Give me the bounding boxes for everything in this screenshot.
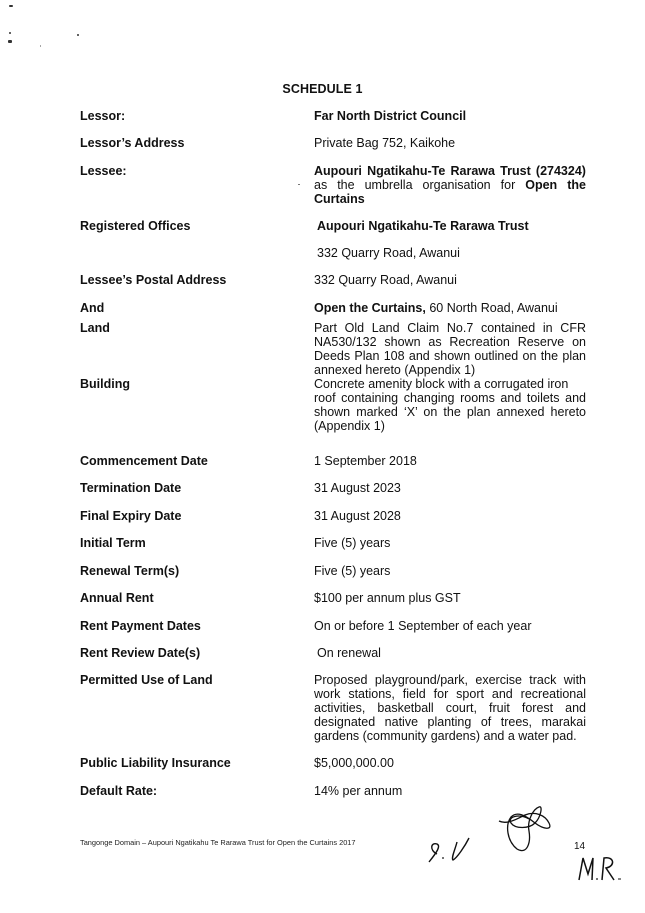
lessee-name-part5: (274324) <box>535 164 586 178</box>
scan-dot <box>298 184 300 185</box>
label-termination-date: Termination Date <box>80 481 182 495</box>
label-and: And <box>80 301 105 315</box>
label-lessor-address: Lessor’s Address <box>80 136 185 150</box>
value-commencement-date: 1 September 2018 <box>314 454 417 468</box>
lessee-name-part4: Trust <box>500 164 531 178</box>
schedule-title: SCHEDULE 1 <box>282 82 363 96</box>
lessee-line3: Curtains <box>314 192 365 206</box>
value-lessor-text: Far North District Council <box>314 109 467 123</box>
label-final-expiry-date: Final Expiry Date <box>80 509 182 523</box>
w-organisation: organisation <box>422 178 491 192</box>
value-registered-offices: Aupouri Ngatikahu-Te Rarawa Trust <box>317 219 529 233</box>
w-the2: the <box>567 178 586 192</box>
label-building: Building <box>80 377 130 391</box>
label-annual-rent: Annual Rent <box>80 591 154 605</box>
footer-text: Tangonge Domain – Aupouri Ngatikahu Te Rarawa Trust for Open the Curtains 2017 <box>80 838 356 847</box>
initials-mr-icon <box>576 852 626 884</box>
value-building-line1: Concrete amenity block with a corrugated iron <box>314 377 569 391</box>
value-lessor-address: Private Bag 752, Kaikohe <box>314 136 456 150</box>
value-lessee <box>314 164 586 206</box>
label-default-rate: Default Rate: <box>80 784 158 798</box>
lessee-name-part1: Aupouri <box>314 164 362 178</box>
value-default-rate: 14% per annum <box>314 784 403 798</box>
value-termination-date: 31 August 2023 <box>314 481 401 495</box>
w-as: as <box>314 178 328 192</box>
value-public-liability-insurance: $5,000,000.00 <box>314 756 394 770</box>
label-lessee-postal-address: Lessee’s Postal Address <box>80 273 227 287</box>
label-rent-review-dates: Rent Review Date(s) <box>80 646 201 660</box>
label-public-liability-insurance: Public Liability Insurance <box>80 756 231 770</box>
label-rent-payment-dates: Rent Payment Dates <box>80 619 201 633</box>
value-initial-term: Five (5) years <box>314 536 391 550</box>
page-number: 14 <box>574 841 586 852</box>
label-registered-offices: Registered Offices <box>80 219 191 233</box>
value-land: Part Old Land Claim No.7 contained in CFR NA530/132 shown as Recreation Reserve on Deeds Plan 108 and shown outlined on the plan annexed hereto (Appendix 1) <box>314 321 586 377</box>
value-and-bold: Open the Curtains, <box>314 301 426 315</box>
label-initial-term: Initial Term <box>80 536 146 550</box>
signature-scribble-icon <box>495 805 555 857</box>
value-lessee-postal-address: 332 Quarry Road, Awanui <box>314 273 457 287</box>
label-lessee: Lessee: <box>80 164 127 178</box>
w-for: for <box>500 178 516 192</box>
value-final-expiry-date: 31 August 2028 <box>314 509 401 523</box>
value-building <box>314 377 586 433</box>
initials-ov-icon <box>425 820 485 870</box>
w-the: the <box>337 178 355 192</box>
value-and <box>314 301 586 315</box>
value-rent-review-dates: On renewal <box>317 646 381 660</box>
label-land: Land <box>80 321 110 335</box>
w-open: Open <box>525 178 558 192</box>
value-annual-rent: $100 per annum plus GST <box>314 591 461 605</box>
label-lessor: Lessor: <box>80 109 126 123</box>
value-registered-offices-address: 332 Quarry Road, Awanui <box>317 246 460 260</box>
value-permitted-use: Proposed playground/park, exercise track with work stations, field for sport and recreational activities, basketball court, fruit forest and designated native planting of trees, marakai gardens (community gardens) and a water pad. <box>314 673 586 743</box>
value-renewal-terms: Five (5) years <box>314 564 391 578</box>
value-lessor <box>314 109 586 123</box>
lessee-name-part2: Ngatikahu-Te <box>367 164 446 178</box>
value-rent-payment-dates: On or before 1 September of each year <box>314 619 532 633</box>
value-and-address: 60 North Road, Awanui <box>429 301 558 315</box>
lessee-name-part3: Rarawa <box>450 164 495 178</box>
w-umbrella: umbrella <box>364 178 413 192</box>
label-commencement-date: Commencement Date <box>80 454 208 468</box>
value-building-rest: roof containing changing rooms and toilets and shown marked ‘X’ on the plan annexed hereto (Appendix 1) <box>314 391 586 433</box>
lessee-line2 <box>314 178 586 192</box>
label-renewal-terms: Renewal Term(s) <box>80 564 180 578</box>
label-permitted-use: Permitted Use of Land <box>80 673 213 687</box>
